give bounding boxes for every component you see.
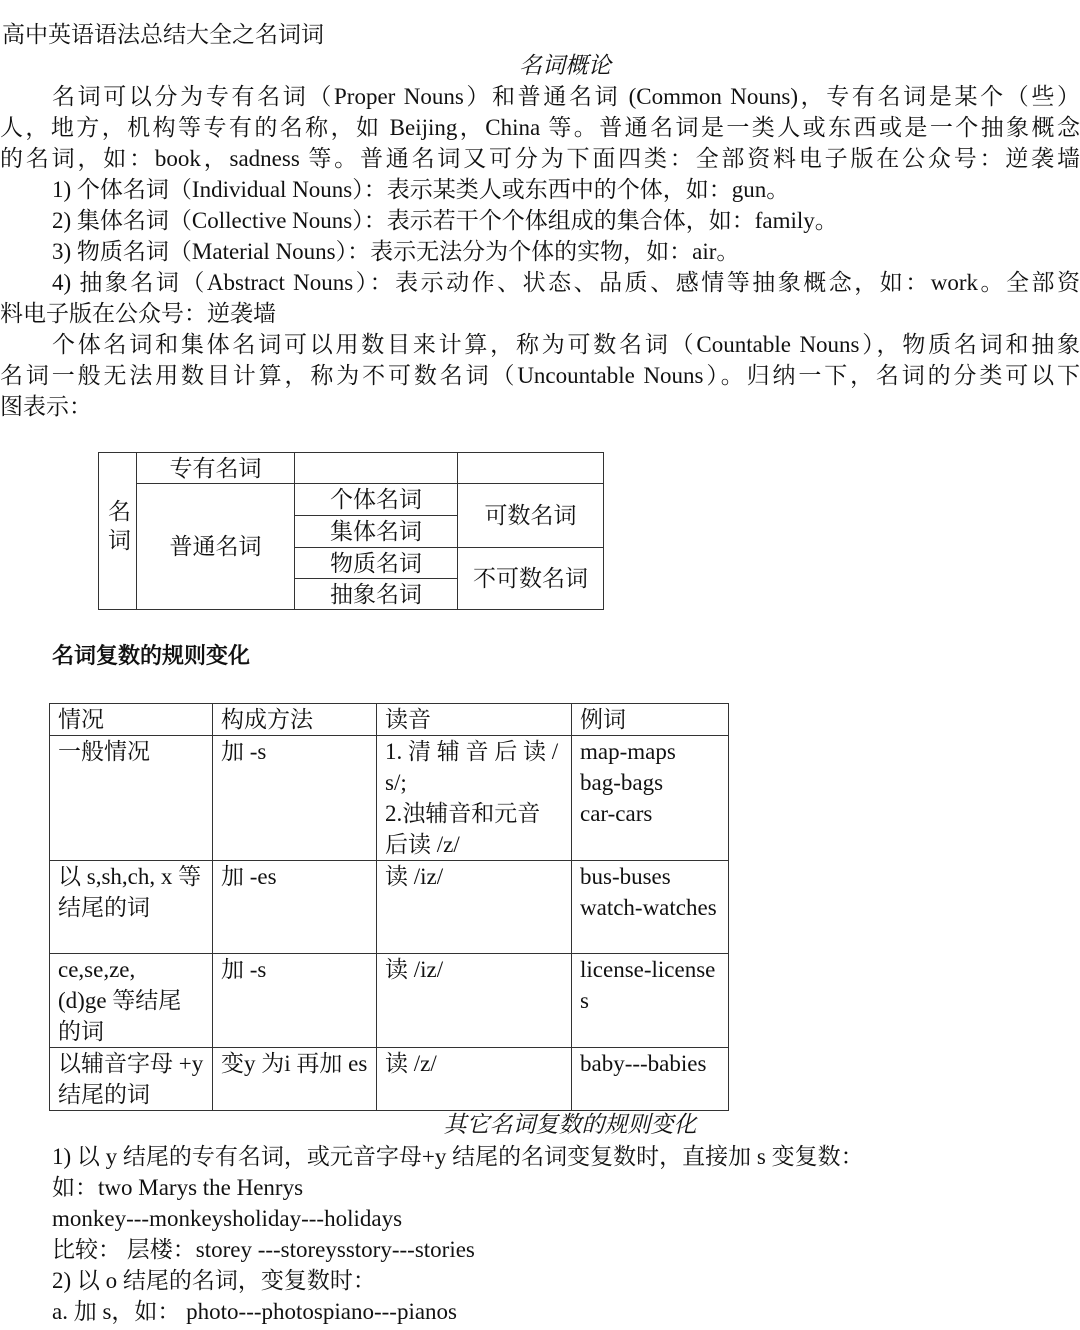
table-cell: 读 /z/ bbox=[377, 1048, 572, 1111]
plural-rules-table bbox=[49, 703, 729, 1111]
material-noun-cell: 物质名词 bbox=[295, 548, 458, 579]
table-cell: bus-buses watch-watches bbox=[572, 861, 729, 954]
intro-line: 2) 集体名词（Collective Nouns）：表示若干个个体组成的集合体，如：family。 bbox=[52, 208, 838, 233]
table-row bbox=[50, 1048, 729, 1111]
other-rule-line: a. 加 s，如： photo---photospiano---pianos bbox=[52, 1299, 457, 1324]
classification-root-cell bbox=[99, 453, 137, 610]
noun-classification-table bbox=[98, 452, 604, 610]
table-cell: license-licenses bbox=[572, 954, 729, 1048]
table-cell: 变y 为i 再加 es bbox=[213, 1048, 377, 1111]
table-cell: baby---babies bbox=[572, 1048, 729, 1111]
intro-line: 料电子版在公众号：逆袭墙 bbox=[0, 301, 276, 326]
proper-noun-cell: 专有名词 bbox=[137, 453, 295, 484]
abstract-noun-cell: 抽象名词 bbox=[295, 579, 458, 610]
table-cell: 以辅音字母 +y 结尾的词 bbox=[50, 1048, 213, 1111]
intro-line: 图表示： bbox=[0, 394, 92, 419]
collective-noun-cell: 集体名词 bbox=[295, 516, 458, 548]
table-cell: 加 -s bbox=[213, 736, 377, 861]
other-rule-line: 2) 以 o 结尾的名词，变复数时： bbox=[52, 1268, 376, 1293]
table-row bbox=[50, 861, 729, 954]
intro-line: 1) 个体名词（Individual Nouns）：表示某类人或东西中的个体，如：gun。 bbox=[52, 177, 790, 202]
empty-cell bbox=[295, 453, 458, 484]
table-header-cell: 情况 bbox=[50, 704, 213, 736]
classification-root: 名词 bbox=[105, 498, 130, 557]
table-cell: 读 /iz/ bbox=[377, 861, 572, 954]
intro-line: 3) 物质名词（Material Nouns）：表示无法分为个体的实物，如：air。 bbox=[52, 239, 740, 264]
table-cell: 加 -s bbox=[213, 954, 377, 1048]
other-rule-line: 1) 以 y 结尾的专有名词，或元音字母+y 结尾的名词变复数时，直接加 s 变复数： bbox=[52, 1144, 864, 1169]
empty-cell bbox=[458, 453, 604, 484]
intro-line: 的名词，如：book，sadness 等。普通名词又可分为下面四类：全部资料电子版在公众号：逆袭墙 bbox=[0, 146, 1080, 171]
other-rule-line: monkey---monkeysholiday---holidays bbox=[52, 1206, 403, 1231]
individual-noun-cell: 个体名词 bbox=[295, 484, 458, 516]
table-header-cell: 例词 bbox=[572, 704, 729, 736]
table-row bbox=[50, 954, 729, 1048]
common-noun-cell: 普通名词 bbox=[137, 484, 295, 610]
table-cell: ce,se,ze, (d)ge 等结尾的词 bbox=[50, 954, 213, 1048]
table-cell: 加 -es bbox=[213, 861, 377, 954]
table-header-cell: 读音 bbox=[377, 704, 572, 736]
uncountable-noun-cell: 不可数名词 bbox=[458, 548, 604, 610]
table-cell: 读 /iz/ bbox=[377, 954, 572, 1048]
other-rule-line: 如：two Marys the Henrys bbox=[52, 1175, 304, 1200]
intro-line: 名词一般无法用数目计算，称为不可数名词（Uncountable Nouns）。归纳一下，名词的分类可以下 bbox=[0, 363, 1080, 388]
table-cell: map-maps bag-bags car-cars bbox=[572, 736, 729, 861]
other-rules-heading: 其它名词复数的规则变化 bbox=[443, 1112, 697, 1137]
intro-line: 个体名词和集体名词可以用数目来计算，称为可数名词（Countable Nouns），物质名词和抽象 bbox=[52, 332, 1080, 357]
intro-line: 人，地方，机构等专有的名称，如 Beijing，China 等。普通名词是一类人或东西或是一个抽象概念 bbox=[0, 115, 1080, 140]
intro-line: 4) 抽象名词（Abstract Nouns）：表示动作、状态、品质、感情等抽象概念，如：work。全部资 bbox=[52, 270, 1080, 295]
plural-rules-heading: 名词复数的规则变化 bbox=[52, 644, 251, 669]
table-header-cell: 构成方法 bbox=[213, 704, 377, 736]
table-cell: 一般情况 bbox=[50, 736, 213, 861]
concept-heading: 名词概论 bbox=[519, 53, 611, 78]
table-cell: 1. 清 辅 音 后 读 /s/; 2.浊辅音和元音后读 /z/ bbox=[377, 736, 572, 861]
document-title: 高中英语语法总结大全之名词词 bbox=[2, 22, 324, 48]
table-row bbox=[50, 736, 729, 861]
table-cell: 以 s,sh,ch, x 等结尾的词 bbox=[50, 861, 213, 954]
other-rule-line: 比较： 层楼：storey ---storeysstory---stories bbox=[52, 1237, 475, 1262]
intro-line: 名词可以分为专有名词（Proper Nouns）和普通名词 (Common Nouns)，专有名词是某个（些） bbox=[52, 84, 1080, 109]
countable-noun-cell: 可数名词 bbox=[458, 484, 604, 548]
